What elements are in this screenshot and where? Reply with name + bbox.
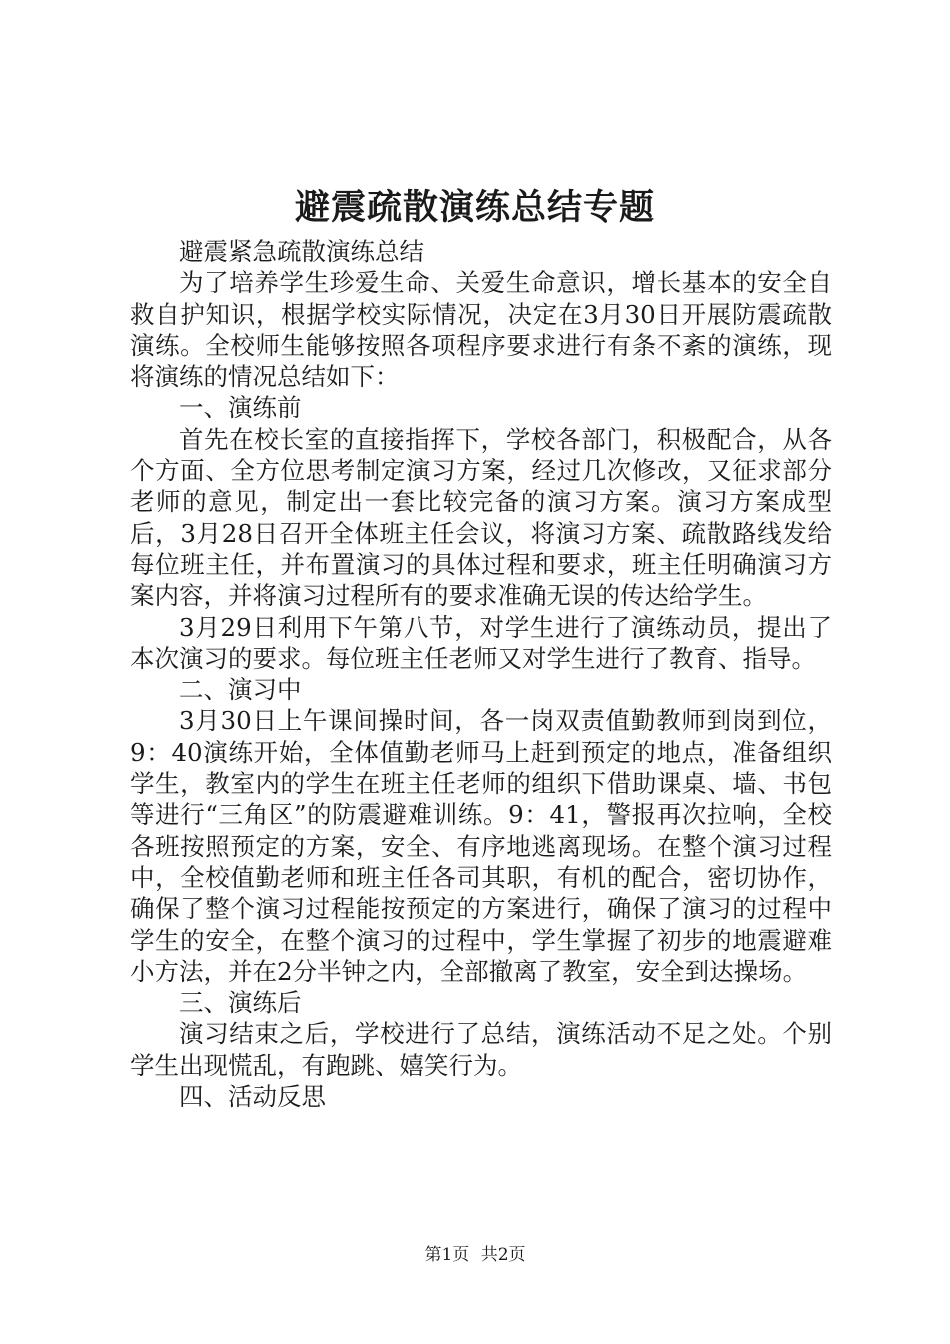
page-total: 共2页	[480, 1245, 526, 1265]
paragraph: 首先在校长室的直接指挥下，学校各部门，积极配合，从各个方面、全方位思考制定演习方案，经过几次修改，又征求部分老师的意见，制定出一套比较完备的演习方案。演习方案成型后，3月28日召开全体班主任会议，将演习方案、疏散路线发给每位班主任，并布置演习的具体过程和要求，班主任明确演习方案内容，并将演习过程所有的要求准确无误的传达给学生。	[130, 424, 832, 611]
paragraph: 3月29日利用下午第八节，对学生进行了演练动员，提出了本次演习的要求。每位班主任老师又对学生进行了教育、指导。	[130, 612, 832, 673]
document-body	[130, 236, 832, 1112]
section-heading-before: 一、演练前	[179, 393, 302, 423]
paragraph: 为了培养学生珍爱生命、关爱生命意识，增长基本的安全自救自护知识，根据学校实际情况，决定在3月30日开展防震疏散演练。全校师生能够按照各项程序要求进行有条不紊的演练，现将演练的情况总结如下：	[130, 268, 832, 392]
section-heading-intro: 避震紧急疏散演练总结	[179, 237, 424, 266]
page-number: 第1页	[424, 1245, 470, 1265]
page-footer	[0, 1244, 950, 1266]
section-heading-reflection: 四、活动反思	[179, 1082, 326, 1112]
paragraph: 3月30日上午课间操时间，各一岗双责值勤教师到岗到位，9：40演练开始，全体值勤老师马上赶到预定的地点，准备组织学生，教室内的学生在班主任老师的组织下借助课桌、墙、书包等进行“三角区”的防震避难训练。9：41，警报再次拉响，全校各班按照预定的方案，安全、有序地逃离现场。在整个演习过程中，全校值勤老师和班主任各司其职，有机的配合，密切协作，确保了整个演习过程能按预定的方案进行，确保了演习的过程中学生的安全，在整个演习的过程中，学生掌握了初步的地震避难小方法，并在2分半钟之内，全部撤离了教室，安全到达操场。	[130, 706, 832, 986]
document-title: 避震疏散演练总结专题	[294, 187, 655, 228]
paragraph: 演习结束之后，学校进行了总结，演练活动不足之处。个别学生出现慌乱，有跑跳、嬉笑行为。	[130, 1019, 832, 1080]
section-heading-after: 三、演练后	[179, 988, 302, 1018]
section-heading-during: 二、演习中	[179, 675, 302, 705]
